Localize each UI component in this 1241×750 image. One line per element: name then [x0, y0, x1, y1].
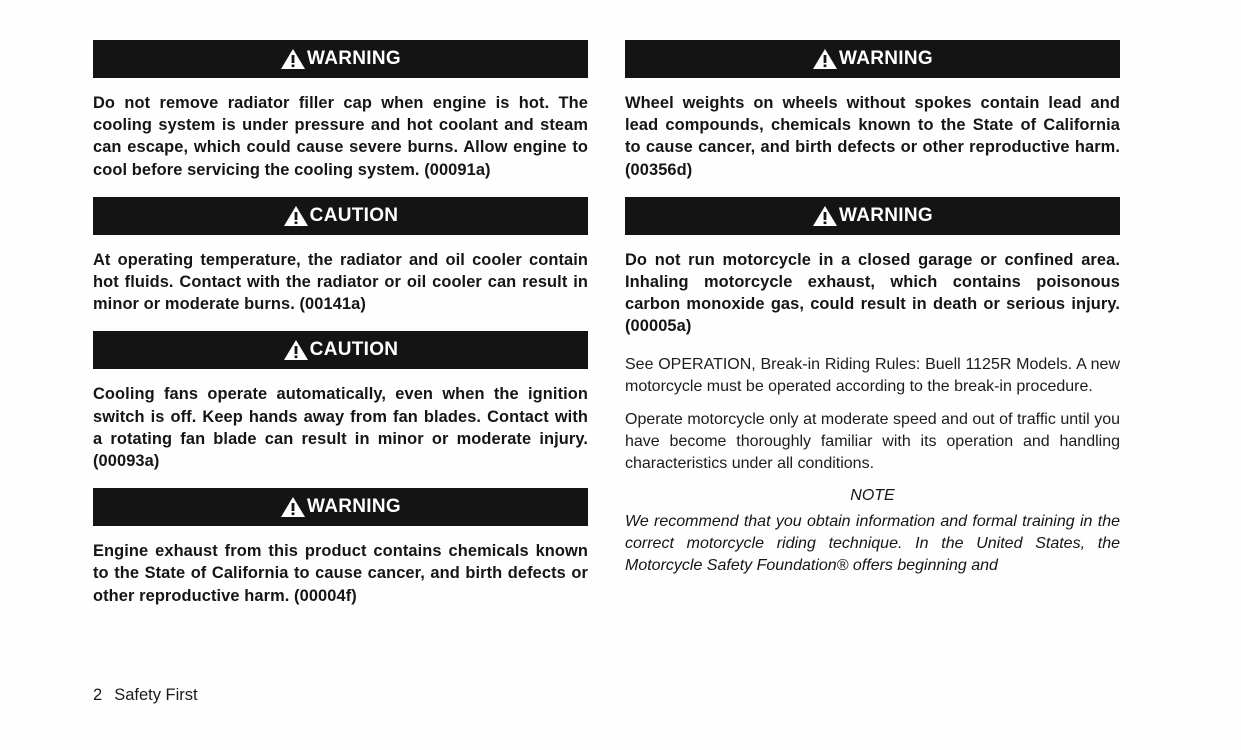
caution-banner: [93, 197, 588, 235]
banner-label: WARNING: [839, 48, 933, 69]
page-footer: [93, 686, 198, 705]
banner-label: WARNING: [839, 204, 933, 226]
caution-banner: [93, 331, 588, 369]
note-title: NOTE: [850, 486, 895, 504]
caution-text: Cooling fans operate automatically, even when the ignition switch is off. Keep hands away from fan blades. Contact with a rotating fan blade can result in minor or moderate injury. (00093a): [93, 385, 588, 471]
operate-paragraph: Operate motorcycle only at moderate speed and out of traffic until you have become thoroughly familiar with its operation and handling characteristics under all conditions.: [625, 411, 1120, 473]
warning-triangle-icon: [280, 48, 306, 70]
warning-text: Engine exhaust from this product contains chemicals known to the State of California to cause cancer, and birth defects or other reproductive harm. (00004f): [93, 542, 588, 605]
note-text: We recommend that you obtain information and formal training in the correct motorcycle riding technique. In the United States, the Motorcycle Safety Foundation® offers beginning and: [625, 512, 1120, 575]
warning-banner: [93, 488, 588, 526]
warning-banner: [625, 40, 1120, 78]
section-title: Safety First: [114, 686, 198, 704]
break-in-paragraph: See OPERATION, Break-in Riding Rules: Buell 1125R Models. A new motorcycle must be operated according to the break-in procedure.: [625, 355, 1120, 395]
banner-label: WARNING: [307, 48, 401, 69]
left-column: [93, 40, 588, 623]
warning-text: Do not run motorcycle in a closed garage or confined area. Inhaling motorcycle exhaust, which contains poisonous carbon monoxide gas, could result in death or serious injury. (00005a): [625, 250, 1120, 336]
right-column: [625, 40, 1120, 577]
warning-triangle-icon: [283, 339, 309, 361]
warning-triangle-icon: [812, 205, 838, 227]
caution-text: At operating temperature, the radiator and oil cooler contain hot fluids. Contact with the radiator or oil cooler can result in minor or moderate burns. (00141a): [93, 250, 588, 314]
warning-banner: [625, 197, 1120, 235]
banner-label: WARNING: [307, 496, 401, 518]
warning-text: Wheel weights on wheels without spokes contain lead and lead compounds, chemicals known to the State of California to cause cancer, and birth defects or other reproductive harm. (00356d): [625, 94, 1120, 179]
warning-triangle-icon: [283, 205, 309, 227]
warning-triangle-icon: [812, 48, 838, 70]
warning-triangle-icon: [280, 496, 306, 518]
warning-banner: [93, 40, 588, 78]
warning-text: Do not remove radiator filler cap when engine is hot. The cooling system is under pressure and hot coolant and steam can escape, which could cause severe burns. Allow engine to cool before servicing the cooling system. (00091a): [93, 94, 588, 179]
banner-label: CAUTION: [309, 339, 399, 361]
page-number: 2: [93, 686, 103, 704]
banner-label: CAUTION: [309, 204, 399, 226]
